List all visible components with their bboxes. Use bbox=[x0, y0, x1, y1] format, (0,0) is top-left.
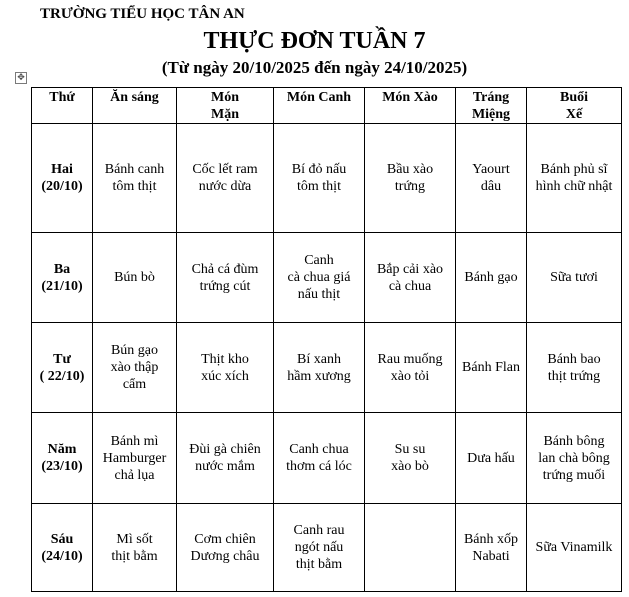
dish-line: nước mắm bbox=[195, 459, 255, 474]
snack-cell bbox=[527, 413, 622, 504]
day-date: ( 22/10) bbox=[39, 368, 85, 384]
dessert-cell bbox=[456, 504, 527, 592]
header-breakfast bbox=[93, 88, 177, 124]
dish-line: cà chua bbox=[388, 278, 432, 294]
dish-line: xào thập bbox=[110, 360, 159, 375]
dish-line: Bắp cải xào bbox=[376, 261, 444, 277]
dish-line: xúc xích bbox=[201, 368, 249, 384]
menu-table bbox=[31, 87, 622, 592]
soup-cell bbox=[274, 233, 365, 323]
dish-line: tôm thịt bbox=[297, 179, 341, 194]
dish-line: ngót nấu bbox=[294, 540, 344, 555]
day-cell bbox=[32, 323, 93, 413]
dish-line: Dưa hấu bbox=[467, 450, 515, 466]
header-main-dish bbox=[177, 88, 274, 124]
dessert-cell bbox=[456, 323, 527, 413]
main-dish-cell bbox=[177, 124, 274, 233]
dish-line: hầm xương bbox=[287, 368, 351, 384]
dish-line: Canh rau bbox=[293, 523, 345, 538]
dessert-cell bbox=[456, 413, 527, 504]
dish-line: Bánh Flan bbox=[462, 360, 520, 375]
dish-line: cẩm bbox=[122, 377, 147, 392]
dish-line: Canh bbox=[304, 253, 334, 268]
header-label: Món bbox=[211, 90, 239, 105]
stir-fry-cell bbox=[365, 124, 456, 233]
dish-line: hình chữ nhật bbox=[535, 179, 613, 194]
main-dish-cell bbox=[177, 233, 274, 323]
header-label: Món Xào bbox=[382, 90, 438, 105]
header-label: Mặn bbox=[211, 107, 239, 122]
stir-fry-cell-empty bbox=[365, 504, 456, 592]
day-date: (23/10) bbox=[41, 459, 83, 474]
main-dish-cell bbox=[177, 504, 274, 592]
header-label: Miệng bbox=[471, 107, 511, 122]
dish-line: thịt bằm bbox=[111, 548, 158, 564]
snack-cell bbox=[527, 504, 622, 592]
dish-line: Bầu xào bbox=[386, 162, 434, 177]
dish-line: dâu bbox=[480, 179, 502, 194]
table-row-monday bbox=[32, 124, 622, 233]
dish-line: Cơm chiên bbox=[194, 531, 256, 547]
stir-fry-cell bbox=[365, 323, 456, 413]
header-label: Xế bbox=[565, 107, 583, 122]
day-name: Ba bbox=[53, 261, 71, 277]
header-row bbox=[32, 88, 622, 124]
dish-line: Cốc lết ram bbox=[192, 162, 258, 177]
main-dish-cell bbox=[177, 323, 274, 413]
snack-cell bbox=[527, 323, 622, 413]
dish-line: thơm cá lóc bbox=[286, 459, 352, 474]
dish-line: tôm thịt bbox=[112, 179, 157, 194]
day-name: Hai bbox=[51, 162, 73, 177]
day-name: Năm bbox=[47, 442, 77, 457]
dish-line: Yaourt bbox=[472, 162, 510, 177]
stir-fry-cell bbox=[365, 413, 456, 504]
dish-line: trứng cút bbox=[199, 278, 251, 294]
header-day bbox=[32, 88, 93, 124]
dish-line: lan chà bông bbox=[538, 450, 610, 466]
stir-fry-cell bbox=[365, 233, 456, 323]
soup-cell bbox=[274, 413, 365, 504]
snack-cell bbox=[527, 124, 622, 233]
day-cell bbox=[32, 233, 93, 323]
breakfast-cell bbox=[93, 323, 177, 413]
header-stir-fry bbox=[365, 88, 456, 124]
day-cell bbox=[32, 504, 93, 592]
day-cell bbox=[32, 413, 93, 504]
day-cell bbox=[32, 124, 93, 233]
dessert-cell bbox=[456, 124, 527, 233]
dish-line: Bánh phủ sĩ bbox=[540, 162, 608, 177]
dish-line: Đùi gà chiên bbox=[189, 442, 261, 457]
dish-line: Dương châu bbox=[190, 548, 260, 564]
dish-line: Rau muống bbox=[377, 351, 443, 367]
snack-cell bbox=[527, 233, 622, 323]
soup-cell bbox=[274, 504, 365, 592]
dish-line: Mì sốt bbox=[116, 531, 153, 547]
breakfast-cell bbox=[93, 124, 177, 233]
table-row-friday bbox=[32, 504, 622, 592]
header-label: Ăn sáng bbox=[110, 90, 159, 105]
soup-cell bbox=[274, 323, 365, 413]
date-range-subtitle: (Từ ngày 20/10/2025 đến ngày 24/10/2025) bbox=[161, 58, 468, 77]
dish-line: Bí xanh bbox=[297, 351, 341, 367]
breakfast-cell bbox=[93, 413, 177, 504]
dish-line: Bí đỏ nấu bbox=[291, 162, 347, 177]
table-row-tuesday bbox=[32, 233, 622, 323]
dish-line: Su su bbox=[394, 442, 426, 457]
header-soup bbox=[274, 88, 365, 124]
dish-line: trứng bbox=[394, 179, 426, 194]
dish-line: cà chua giá bbox=[287, 270, 351, 285]
dish-line: Bánh xốp bbox=[463, 531, 519, 547]
header-label: Buổi bbox=[559, 90, 588, 105]
header-afternoon-snack bbox=[527, 88, 622, 124]
table-row-thursday bbox=[32, 413, 622, 504]
day-name: Tư bbox=[53, 351, 71, 367]
dish-line: Chả cá đùm bbox=[191, 261, 259, 277]
dish-line: Nabati bbox=[472, 548, 510, 564]
breakfast-cell bbox=[93, 233, 177, 323]
dish-line: Canh chua bbox=[289, 442, 349, 457]
dish-line: nước dừa bbox=[198, 179, 252, 194]
header-dessert bbox=[456, 88, 527, 124]
dish-line: Sữa tươi bbox=[550, 270, 598, 285]
dessert-cell bbox=[456, 233, 527, 323]
school-name: TRƯỜNG TIỂU HỌC TÂN AN bbox=[40, 6, 245, 22]
dish-line: Sữa Vinamilk bbox=[535, 540, 613, 555]
table-row-wednesday bbox=[32, 323, 622, 413]
main-dish-cell bbox=[177, 413, 274, 504]
dish-line: trứng muối bbox=[542, 467, 606, 483]
dish-line: thịt trứng bbox=[547, 368, 601, 384]
dish-line: Bún gạo bbox=[110, 343, 159, 358]
header-label: Món Canh bbox=[286, 90, 352, 105]
dish-line: thịt bằm bbox=[295, 557, 343, 572]
dish-line: Bánh mì bbox=[110, 433, 159, 449]
page-title: THỰC ĐƠN TUẦN 7 bbox=[203, 28, 426, 54]
dish-line: xào bò bbox=[391, 459, 429, 474]
dish-line: Thịt kho bbox=[201, 351, 249, 367]
dish-line: Bánh bông bbox=[543, 433, 605, 449]
day-date: (21/10) bbox=[41, 278, 83, 294]
day-date: (24/10) bbox=[41, 548, 83, 564]
breakfast-cell bbox=[93, 504, 177, 592]
dish-line: nấu thịt bbox=[297, 287, 341, 302]
header-label: Thứ bbox=[49, 90, 75, 105]
dish-line: chả lụa bbox=[114, 467, 155, 483]
day-date: (20/10) bbox=[41, 179, 83, 194]
dish-line: Hamburger bbox=[102, 450, 167, 466]
dish-line: Bún bò bbox=[114, 270, 155, 285]
soup-cell bbox=[274, 124, 365, 233]
dish-line: Bánh canh bbox=[104, 162, 165, 177]
day-name: Sáu bbox=[50, 531, 74, 547]
dish-line: xào tỏi bbox=[390, 368, 430, 384]
dish-line: Bánh gạo bbox=[464, 270, 518, 285]
table-move-handle-icon[interactable]: ✥ bbox=[15, 72, 27, 84]
header-label: Tráng bbox=[472, 90, 510, 105]
dish-line: Bánh bao bbox=[547, 351, 601, 367]
